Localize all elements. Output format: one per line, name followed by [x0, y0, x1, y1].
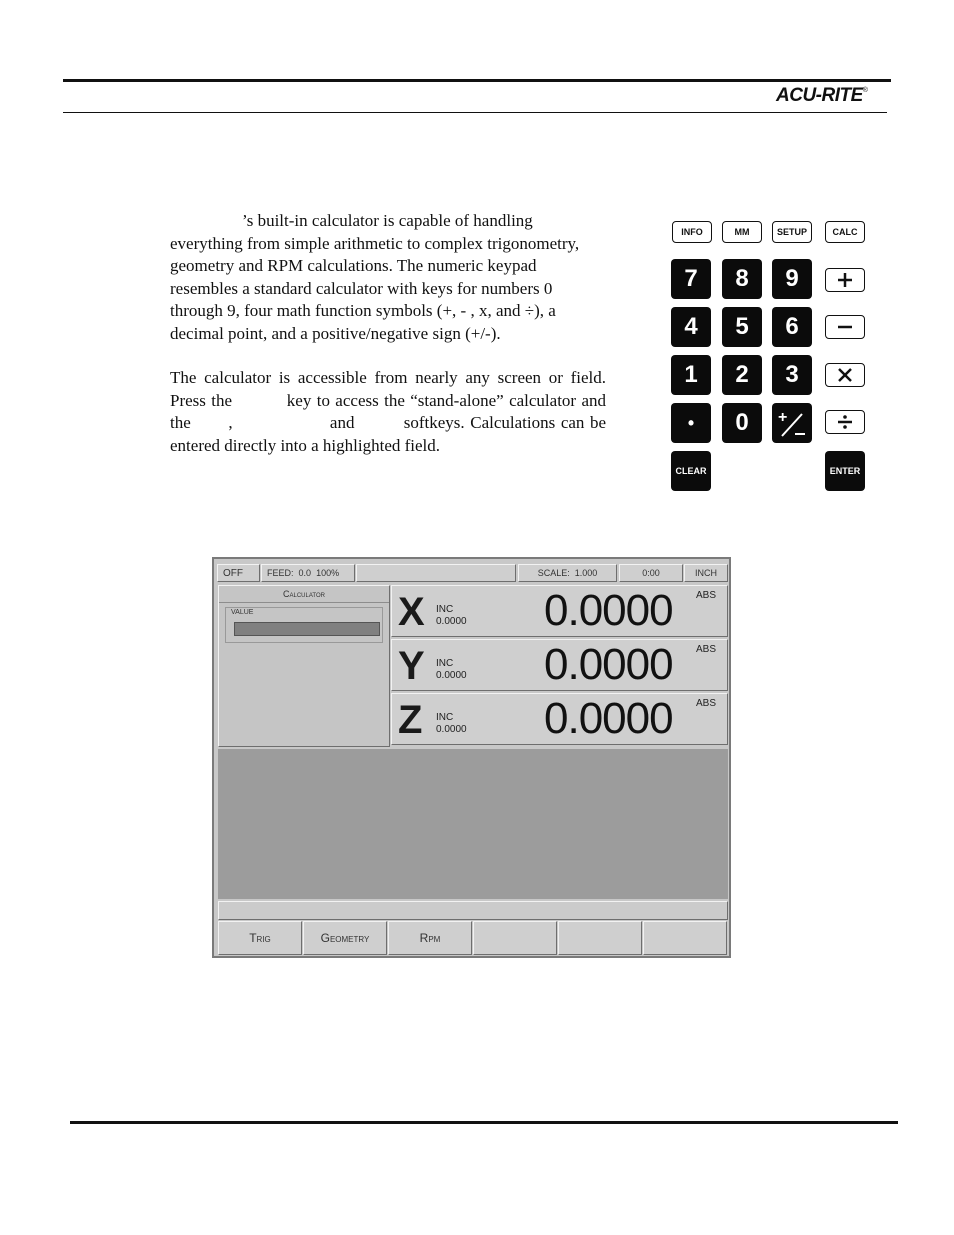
- key-1[interactable]: 1: [671, 355, 711, 395]
- calculator-title: Calculator: [219, 586, 389, 603]
- plus-minus-icon: [772, 403, 812, 443]
- axis-x-abs: ABS: [696, 590, 717, 601]
- softkey-5[interactable]: [558, 921, 642, 955]
- plus-minus-key[interactable]: [772, 403, 812, 443]
- plus-key[interactable]: [825, 268, 865, 292]
- info-key[interactable]: INFO: [672, 221, 712, 243]
- message-bar: [218, 901, 728, 920]
- intro-paragraph-1: ’s built-in calculator is capable of handling everything from simple arithmetic to complex trigonometry, geometry and RPM calculations. The numeric keypad resembles a standard calculator with keys for numbers 0 through 9, four math function symbols (+, - , x, and ÷), a decimal point, and a positive/negative sign (+/-).: [170, 211, 580, 343]
- axis-y-display[interactable]: [391, 639, 728, 691]
- minus-key[interactable]: [825, 315, 865, 339]
- acu-rite-logo: ACU-RITE®: [776, 85, 868, 106]
- multiply-icon: [835, 367, 855, 383]
- axis-y-abs: ABS: [696, 644, 717, 655]
- axis-z-label: Z: [398, 698, 423, 742]
- axis-z-value: 0.0000: [544, 694, 673, 743]
- softkey-4[interactable]: [473, 921, 557, 955]
- axis-y-label: Y: [398, 644, 425, 688]
- axis-x-value: 0.0000: [544, 586, 673, 635]
- calc-key[interactable]: CALC: [825, 221, 865, 243]
- footer-rule: [70, 1121, 898, 1124]
- status-feed: [261, 564, 355, 582]
- key-2[interactable]: 2: [722, 355, 762, 395]
- header-rule: [63, 112, 887, 113]
- svg-text:+: +: [778, 409, 788, 426]
- divide-key[interactable]: [825, 410, 865, 434]
- status-mode: OFF: [217, 564, 260, 582]
- status-message: [356, 564, 516, 582]
- calculator-panel: [218, 585, 390, 747]
- status-units: INCH: [684, 564, 728, 582]
- key-4[interactable]: 4: [671, 307, 711, 347]
- minus-icon: [835, 319, 855, 335]
- multiply-key[interactable]: [825, 363, 865, 387]
- clear-key[interactable]: CLEAR: [671, 451, 711, 491]
- enter-key[interactable]: ENTER: [825, 451, 865, 491]
- plus-icon: [835, 272, 855, 288]
- axis-z-inc: INC 0.0000: [436, 712, 467, 735]
- value-input[interactable]: [234, 622, 380, 636]
- key-7[interactable]: 7: [671, 259, 711, 299]
- graphics-area: [218, 749, 728, 899]
- axis-y-value: 0.0000: [544, 640, 673, 689]
- status-scale: [518, 564, 617, 582]
- header-top-rule: [63, 79, 891, 82]
- axis-y-inc: INC 0.0000: [436, 658, 467, 681]
- axis-x-label: X: [398, 590, 425, 634]
- key-5[interactable]: 5: [722, 307, 762, 347]
- intro-text: [170, 210, 606, 457]
- mm-key[interactable]: MM: [722, 221, 762, 243]
- setup-key[interactable]: SETUP: [772, 221, 812, 243]
- dro-screen: [212, 557, 731, 958]
- scale-label: SCALE:: [537, 568, 570, 578]
- key-9[interactable]: 9: [772, 259, 812, 299]
- axis-x-inc: INC 0.0000: [436, 604, 467, 627]
- feed-percent: 100%: [316, 568, 340, 578]
- feed-value: 0.0: [298, 568, 312, 578]
- scale-value: 1.000: [574, 568, 598, 578]
- key-3[interactable]: 3: [772, 355, 812, 395]
- key-0[interactable]: 0: [722, 403, 762, 443]
- decimal-point-key[interactable]: •: [671, 403, 711, 443]
- softkey-geometry[interactable]: Geometry: [303, 921, 387, 955]
- softkey-trig[interactable]: Trig: [218, 921, 302, 955]
- status-time: 0:00: [619, 564, 683, 582]
- key-8[interactable]: 8: [722, 259, 762, 299]
- key-6[interactable]: 6: [772, 307, 812, 347]
- axis-z-abs: ABS: [696, 698, 717, 709]
- intro-paragraph-2: The calculator is accessible from nearly any screen or field. Press the key to access the “stand-alone” calculator and the , and softkeys. Calculations can be entered directly into a highlighted field.: [170, 368, 607, 455]
- divide-icon: [835, 414, 855, 430]
- value-label: VALUE: [231, 609, 254, 616]
- axis-z-display[interactable]: [391, 693, 728, 745]
- softkey-6[interactable]: [643, 921, 727, 955]
- axis-x-display[interactable]: [391, 585, 728, 637]
- softkey-rpm[interactable]: Rpm: [388, 921, 472, 955]
- feed-label: FEED:: [267, 568, 294, 578]
